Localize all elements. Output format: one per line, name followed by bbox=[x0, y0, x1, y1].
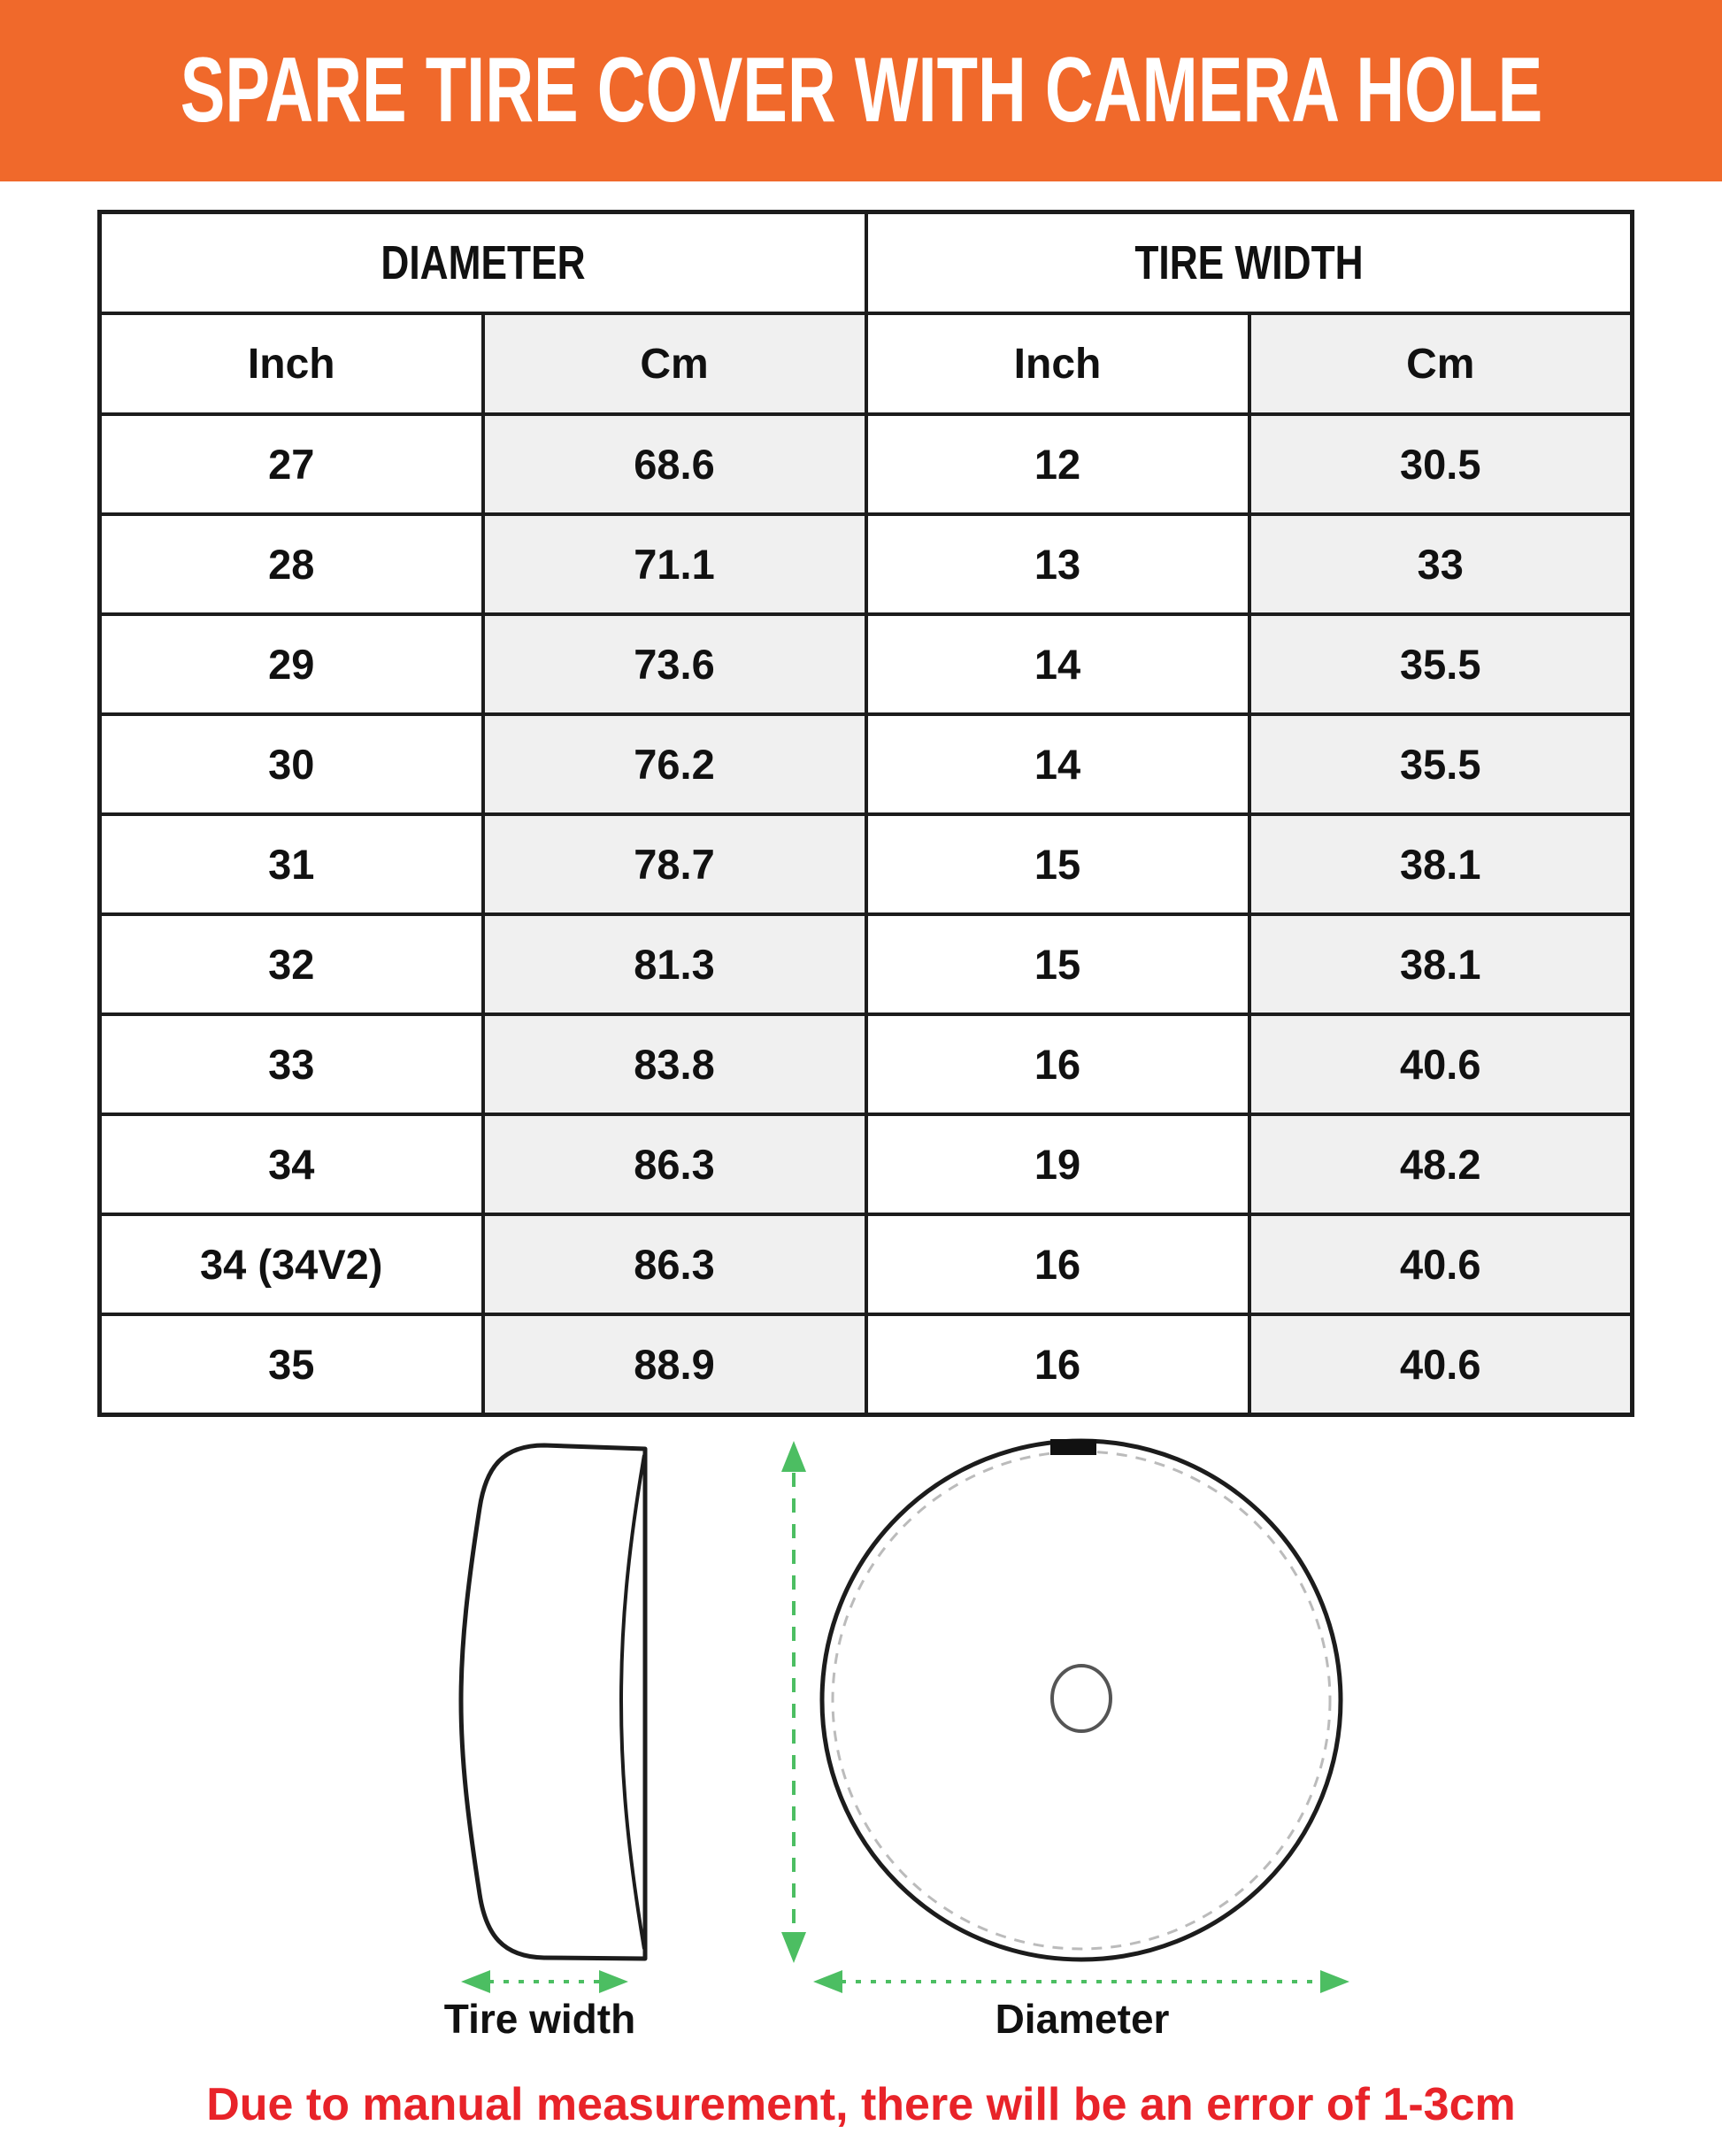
subheader-diameter-inch: Inch bbox=[100, 313, 483, 414]
cell-diameter-cm: 86.3 bbox=[483, 1214, 866, 1314]
cell-tirewidth-inch: 16 bbox=[866, 1014, 1249, 1114]
table-row bbox=[100, 1314, 1633, 1415]
cell-diameter-cm: 86.3 bbox=[483, 1114, 866, 1214]
cell-tirewidth-cm: 38.1 bbox=[1249, 814, 1633, 914]
diameter-arrow-vertical bbox=[781, 1441, 806, 1963]
hanger-tab bbox=[1050, 1439, 1096, 1455]
measurement-diagram bbox=[0, 1416, 1722, 2050]
cell-tirewidth-cm: 40.6 bbox=[1249, 1214, 1633, 1314]
measurement-error-note: Due to manual measurement, there will be an error of 1-3cm bbox=[206, 2079, 1516, 2130]
tire-width-label: Tire width bbox=[443, 1996, 636, 2042]
cell-diameter-cm: 71.1 bbox=[483, 514, 866, 614]
cell-diameter-cm: 73.6 bbox=[483, 614, 866, 714]
tire-width-arrow bbox=[461, 1970, 628, 1993]
cell-diameter-inch: 30 bbox=[100, 714, 483, 814]
cell-tirewidth-inch: 15 bbox=[866, 914, 1249, 1014]
table-row bbox=[100, 814, 1633, 914]
cell-tirewidth-cm: 33 bbox=[1249, 514, 1633, 614]
table-row bbox=[100, 614, 1633, 714]
cell-diameter-cm: 78.7 bbox=[483, 814, 866, 914]
cell-diameter-cm: 88.9 bbox=[483, 1314, 866, 1415]
table-row bbox=[100, 1114, 1633, 1214]
cell-diameter-cm: 68.6 bbox=[483, 414, 866, 514]
cell-diameter-inch: 35 bbox=[100, 1314, 483, 1415]
table-row bbox=[100, 1014, 1633, 1114]
camera-hole bbox=[1052, 1666, 1111, 1731]
cell-diameter-inch: 34 bbox=[100, 1114, 483, 1214]
size-chart-table bbox=[97, 210, 1634, 1417]
diameter-label: Diameter bbox=[995, 1996, 1170, 2042]
cell-diameter-cm: 81.3 bbox=[483, 914, 866, 1014]
table-row bbox=[100, 714, 1633, 814]
cell-tirewidth-inch: 14 bbox=[866, 714, 1249, 814]
cell-diameter-cm: 83.8 bbox=[483, 1014, 866, 1114]
subheader-tirewidth-cm: Cm bbox=[1249, 313, 1633, 414]
table-row bbox=[100, 414, 1633, 514]
cell-tirewidth-cm: 35.5 bbox=[1249, 714, 1633, 814]
cell-tirewidth-inch: 14 bbox=[866, 614, 1249, 714]
cell-diameter-cm: 76.2 bbox=[483, 714, 866, 814]
cell-diameter-inch: 33 bbox=[100, 1014, 483, 1114]
header-banner bbox=[0, 0, 1722, 181]
table-row bbox=[100, 1214, 1633, 1314]
cell-tirewidth-inch: 13 bbox=[866, 514, 1249, 614]
cell-diameter-inch: 28 bbox=[100, 514, 483, 614]
page-title: SPARE TIRE COVER WITH CAMERA HOLE bbox=[180, 39, 1542, 142]
cell-diameter-inch: 34 (34V2) bbox=[100, 1214, 483, 1314]
cell-tirewidth-inch: 15 bbox=[866, 814, 1249, 914]
table-row bbox=[100, 914, 1633, 1014]
cell-diameter-inch: 27 bbox=[100, 414, 483, 514]
header-diameter: DIAMETER bbox=[100, 212, 866, 314]
table-group-header-row bbox=[100, 212, 1633, 314]
cell-tirewidth-cm: 48.2 bbox=[1249, 1114, 1633, 1214]
cell-diameter-inch: 31 bbox=[100, 814, 483, 914]
diameter-arrow-horizontal bbox=[813, 1970, 1349, 1993]
table-row bbox=[100, 514, 1633, 614]
subheader-tirewidth-inch: Inch bbox=[866, 313, 1249, 414]
cell-tirewidth-cm: 38.1 bbox=[1249, 914, 1633, 1014]
cell-tirewidth-inch: 19 bbox=[866, 1114, 1249, 1214]
table-subheader-row bbox=[100, 313, 1633, 414]
cell-tirewidth-cm: 40.6 bbox=[1249, 1314, 1633, 1415]
subheader-diameter-cm: Cm bbox=[483, 313, 866, 414]
cell-tirewidth-inch: 12 bbox=[866, 414, 1249, 514]
cell-tirewidth-cm: 35.5 bbox=[1249, 614, 1633, 714]
cell-diameter-inch: 32 bbox=[100, 914, 483, 1014]
cell-tirewidth-inch: 16 bbox=[866, 1214, 1249, 1314]
tire-side-view bbox=[461, 1445, 645, 1959]
cell-diameter-inch: 29 bbox=[100, 614, 483, 714]
header-tire-width: TIRE WIDTH bbox=[866, 212, 1633, 314]
cell-tirewidth-cm: 40.6 bbox=[1249, 1014, 1633, 1114]
cell-tirewidth-cm: 30.5 bbox=[1249, 414, 1633, 514]
cell-tirewidth-inch: 16 bbox=[866, 1314, 1249, 1415]
